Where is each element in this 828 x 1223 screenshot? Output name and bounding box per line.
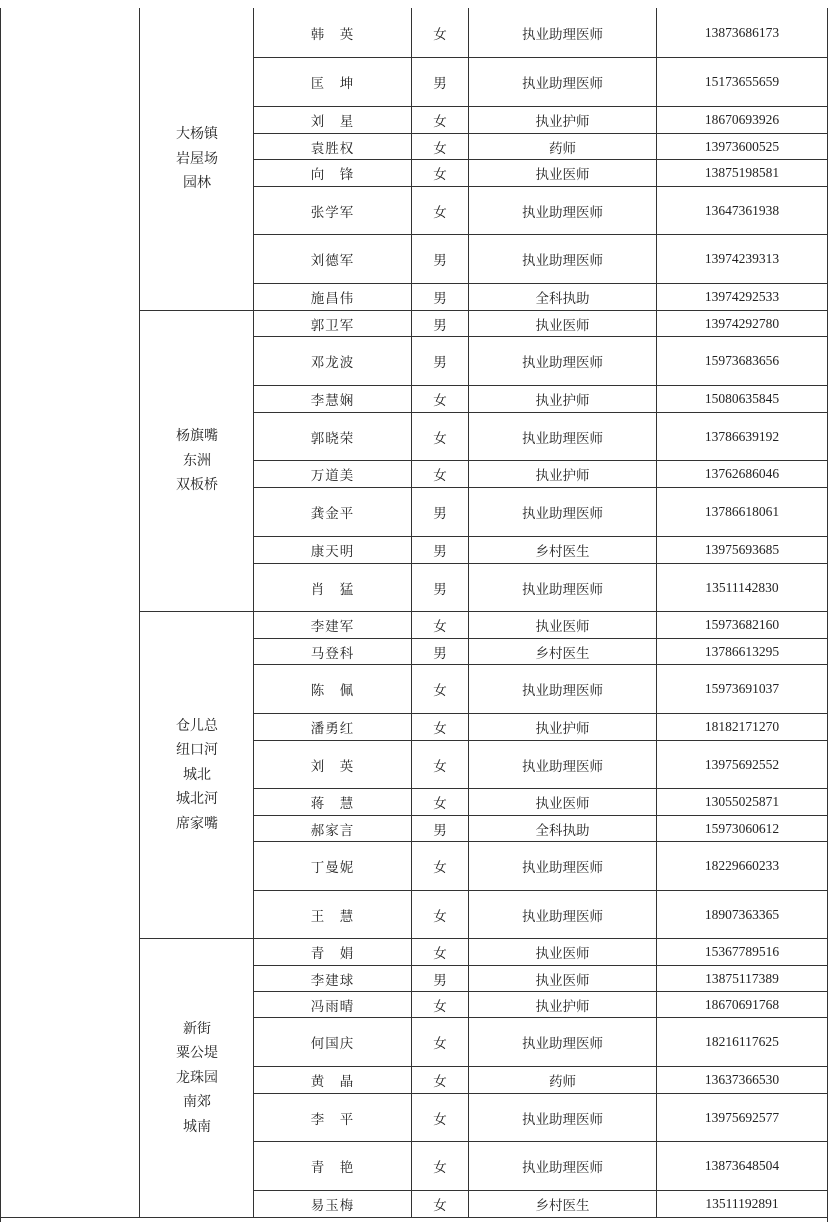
table-row bbox=[253, 159, 827, 186]
area-group bbox=[139, 8, 828, 310]
table-row bbox=[253, 1066, 827, 1093]
qualification-cell: 执业助理医师 bbox=[469, 413, 657, 460]
sex-cell: 女 bbox=[412, 1191, 469, 1217]
qualification-cell: 执业助理医师 bbox=[469, 665, 657, 713]
sex-cell: 女 bbox=[412, 714, 469, 740]
phone-cell: 13511192891 bbox=[705, 1196, 779, 1211]
name-cell: 冯雨晴 bbox=[254, 992, 412, 1017]
area-name: 城北 bbox=[183, 766, 211, 783]
phone-cell: 18907363365 bbox=[704, 906, 780, 922]
table-row bbox=[253, 106, 827, 133]
sex-cell: 男 bbox=[412, 284, 469, 310]
table-row bbox=[253, 8, 827, 57]
name-cell: 蒋 慧 bbox=[254, 789, 412, 815]
phone-cell: 15367789516 bbox=[704, 944, 780, 959]
table-row bbox=[253, 186, 827, 234]
area-name: 粟公堤 bbox=[176, 1045, 218, 1062]
qualification-cell: 执业助理医师 bbox=[469, 488, 657, 536]
qualification-cell: 执业助理医师 bbox=[469, 741, 657, 788]
sex-cell: 女 bbox=[412, 992, 469, 1017]
qualification-cell: 执业医师 bbox=[469, 612, 657, 638]
phone-cell: 15080635845 bbox=[704, 391, 780, 406]
name-cell: 李建球 bbox=[254, 966, 412, 991]
phone-cell: 13637366530 bbox=[704, 1072, 780, 1087]
phone-cell: 18229660233 bbox=[704, 858, 780, 873]
phone-cell: 13647361938 bbox=[704, 202, 780, 218]
area-name: 双板桥 bbox=[176, 477, 218, 494]
name-cell: 王 慧 bbox=[254, 891, 412, 938]
qualification-cell: 执业护师 bbox=[469, 107, 657, 133]
table-row bbox=[253, 740, 827, 788]
phone-cell: 13786613295 bbox=[704, 643, 780, 659]
sex-cell: 男 bbox=[412, 816, 469, 841]
name-cell: 青 艳 bbox=[254, 1142, 412, 1190]
qualification-cell: 执业护师 bbox=[469, 461, 657, 487]
qualification-cell: 乡村医生 bbox=[469, 537, 657, 563]
name-cell: 马登科 bbox=[254, 639, 412, 664]
qualification-cell: 执业医师 bbox=[469, 160, 657, 186]
area-name: 仓儿总 bbox=[176, 717, 218, 734]
name-cell: 肖 猛 bbox=[254, 564, 412, 611]
table-row bbox=[253, 815, 827, 841]
sex-cell: 女 bbox=[412, 107, 469, 133]
area-cell bbox=[139, 611, 254, 938]
name-cell: 潘勇红 bbox=[254, 714, 412, 740]
qualification-cell: 执业助理医师 bbox=[469, 58, 657, 106]
table-row bbox=[253, 841, 827, 890]
table-row bbox=[253, 412, 827, 460]
area-name: 龙珠园 bbox=[176, 1069, 218, 1086]
qualification-cell: 执业护师 bbox=[469, 992, 657, 1017]
table-row bbox=[253, 385, 827, 412]
sex-cell: 男 bbox=[412, 58, 469, 106]
sex-cell: 女 bbox=[412, 891, 469, 938]
sex-cell: 女 bbox=[412, 1094, 469, 1141]
qualification-cell: 执业助理医师 bbox=[469, 1018, 657, 1066]
name-cell: 陈 佩 bbox=[254, 665, 412, 713]
table-row bbox=[253, 310, 827, 336]
table-row bbox=[253, 1017, 827, 1066]
qualification-cell: 全科执助 bbox=[469, 284, 657, 310]
phone-cell: 13055025871 bbox=[704, 794, 780, 809]
qualification-cell: 执业助理医师 bbox=[469, 1094, 657, 1141]
sex-cell: 女 bbox=[412, 461, 469, 487]
name-cell: 丁曼妮 bbox=[254, 842, 412, 890]
sex-cell: 男 bbox=[412, 966, 469, 991]
area-name: 城北河 bbox=[176, 791, 218, 808]
name-cell: 李 平 bbox=[254, 1094, 412, 1141]
sex-cell: 男 bbox=[412, 488, 469, 536]
sex-cell: 女 bbox=[412, 160, 469, 186]
name-cell: 向 锋 bbox=[254, 160, 412, 186]
phone-cell: 13511142830 bbox=[705, 579, 779, 595]
phone-cell: 13974292533 bbox=[704, 289, 780, 304]
area-cell bbox=[139, 310, 254, 611]
phone-cell: 13873686173 bbox=[704, 24, 780, 40]
sex-cell: 男 bbox=[412, 537, 469, 563]
table-row bbox=[253, 460, 827, 487]
name-cell: 邓龙波 bbox=[254, 337, 412, 385]
area-name: 南郊 bbox=[183, 1094, 211, 1111]
name-cell: 李建军 bbox=[254, 612, 412, 638]
name-cell: 万道美 bbox=[254, 461, 412, 487]
phone-cell: 15973060612 bbox=[704, 820, 780, 836]
name-cell: 匡 坤 bbox=[254, 58, 412, 106]
name-cell: 刘 英 bbox=[254, 741, 412, 788]
qualification-cell: 乡村医生 bbox=[469, 639, 657, 664]
qualification-cell: 执业助理医师 bbox=[469, 235, 657, 283]
area-name: 城南 bbox=[183, 1118, 211, 1135]
sex-cell: 女 bbox=[412, 612, 469, 638]
name-cell: 康天明 bbox=[254, 537, 412, 563]
phone-cell: 15173655659 bbox=[704, 74, 780, 89]
sex-cell: 男 bbox=[412, 311, 469, 336]
phone-cell: 13975693685 bbox=[704, 542, 780, 557]
phone-cell: 13786618061 bbox=[704, 504, 780, 519]
table-row bbox=[253, 1093, 827, 1141]
name-cell: 张学军 bbox=[254, 187, 412, 234]
sex-cell: 女 bbox=[412, 842, 469, 890]
name-cell: 黄 晶 bbox=[254, 1067, 412, 1093]
phone-cell: 13975692552 bbox=[704, 756, 780, 772]
area-name: 东洲 bbox=[183, 452, 211, 469]
table-row bbox=[253, 536, 827, 563]
name-cell: 刘 星 bbox=[254, 107, 412, 133]
qualification-cell: 乡村医生 bbox=[469, 1191, 657, 1217]
phone-cell: 13973600525 bbox=[704, 138, 780, 154]
area-group bbox=[139, 611, 828, 938]
sex-cell: 女 bbox=[412, 1067, 469, 1093]
area-name: 杨旗嘴 bbox=[176, 428, 218, 445]
table-row bbox=[253, 788, 827, 815]
name-cell: 刘德军 bbox=[254, 235, 412, 283]
qualification-cell: 执业护师 bbox=[469, 386, 657, 412]
table-row bbox=[253, 991, 827, 1017]
table-bottom-border bbox=[0, 1217, 828, 1218]
name-cell: 郭晓荣 bbox=[254, 413, 412, 460]
phone-cell: 18216117625 bbox=[705, 1034, 779, 1049]
table-row bbox=[253, 133, 827, 159]
qualification-cell: 执业助理医师 bbox=[469, 1142, 657, 1190]
phone-cell: 18670693926 bbox=[704, 112, 780, 127]
area-name: 大杨镇 bbox=[176, 126, 218, 143]
table-row bbox=[253, 664, 827, 713]
sex-cell: 女 bbox=[412, 134, 469, 159]
qualification-cell: 执业助理医师 bbox=[469, 842, 657, 890]
table-row bbox=[253, 336, 827, 385]
phone-cell: 13875198581 bbox=[704, 165, 780, 180]
area-name: 岩屋场 bbox=[176, 150, 218, 167]
qualification-cell: 执业医师 bbox=[469, 939, 657, 965]
table-row bbox=[253, 1190, 827, 1217]
name-cell: 施昌伟 bbox=[254, 284, 412, 310]
name-cell: 郝家言 bbox=[254, 816, 412, 841]
sex-cell: 女 bbox=[412, 939, 469, 965]
table-row bbox=[253, 487, 827, 536]
phone-cell: 13786639192 bbox=[704, 428, 780, 444]
sex-cell: 女 bbox=[412, 413, 469, 460]
phone-cell: 13762686046 bbox=[704, 466, 780, 481]
qualification-cell: 执业助理医师 bbox=[469, 564, 657, 611]
area-name: 席家嘴 bbox=[176, 815, 218, 832]
name-cell: 青 娟 bbox=[254, 939, 412, 965]
table-row bbox=[253, 563, 827, 611]
table-row bbox=[253, 890, 827, 938]
table-row bbox=[253, 938, 827, 965]
area-group bbox=[139, 938, 828, 1217]
qualification-cell: 药师 bbox=[469, 1067, 657, 1093]
sex-cell: 女 bbox=[412, 8, 469, 57]
sex-cell: 女 bbox=[412, 789, 469, 815]
sex-cell: 女 bbox=[412, 1142, 469, 1190]
qualification-cell: 执业护师 bbox=[469, 714, 657, 740]
qualification-cell: 执业助理医师 bbox=[469, 891, 657, 938]
table-row bbox=[253, 1141, 827, 1190]
qualification-cell: 执业助理医师 bbox=[469, 187, 657, 234]
area-name: 新街 bbox=[183, 1020, 211, 1037]
sex-cell: 女 bbox=[412, 741, 469, 788]
qualification-cell: 执业医师 bbox=[469, 789, 657, 815]
name-cell: 易玉梅 bbox=[254, 1191, 412, 1217]
phone-cell: 13873648504 bbox=[704, 1158, 780, 1173]
qualification-cell: 药师 bbox=[469, 134, 657, 159]
sex-cell: 女 bbox=[412, 386, 469, 412]
sex-cell: 男 bbox=[412, 639, 469, 664]
name-cell: 袁胜权 bbox=[254, 134, 412, 159]
phone-cell: 13875117389 bbox=[705, 970, 779, 986]
name-cell: 韩 英 bbox=[254, 8, 412, 57]
name-cell: 李慧娴 bbox=[254, 386, 412, 412]
phone-cell: 13974292780 bbox=[704, 315, 780, 331]
phone-cell: 15973683656 bbox=[704, 353, 780, 368]
table-row bbox=[253, 713, 827, 740]
table-row bbox=[253, 57, 827, 106]
qualification-cell: 执业医师 bbox=[469, 311, 657, 336]
area-cell bbox=[139, 8, 254, 310]
phone-cell: 18670691768 bbox=[704, 996, 780, 1012]
area-cell bbox=[139, 938, 254, 1217]
name-cell: 何国庆 bbox=[254, 1018, 412, 1066]
qualification-cell: 执业医师 bbox=[469, 966, 657, 991]
sex-cell: 男 bbox=[412, 337, 469, 385]
qualification-cell: 全科执助 bbox=[469, 816, 657, 841]
phone-cell: 13975692577 bbox=[704, 1109, 780, 1125]
sex-cell: 男 bbox=[412, 235, 469, 283]
name-cell: 龚金平 bbox=[254, 488, 412, 536]
sex-cell: 女 bbox=[412, 187, 469, 234]
phone-cell: 15973691037 bbox=[704, 681, 780, 696]
sex-cell: 女 bbox=[412, 665, 469, 713]
phone-cell: 18182171270 bbox=[704, 719, 780, 734]
area-name: 纽口河 bbox=[176, 742, 218, 759]
phone-cell: 13974239313 bbox=[704, 251, 780, 266]
sex-cell: 男 bbox=[412, 564, 469, 611]
area-group bbox=[139, 310, 828, 611]
table-row bbox=[253, 234, 827, 283]
sex-cell: 女 bbox=[412, 1018, 469, 1066]
table-row bbox=[253, 283, 827, 310]
qualification-cell: 执业助理医师 bbox=[469, 8, 657, 57]
qualification-cell: 执业助理医师 bbox=[469, 337, 657, 385]
area-name: 园林 bbox=[183, 175, 211, 192]
phone-cell: 15973682160 bbox=[704, 617, 780, 632]
name-cell: 郭卫军 bbox=[254, 311, 412, 336]
table-row bbox=[253, 965, 827, 991]
table-left-border bbox=[0, 8, 1, 1222]
table-row bbox=[253, 611, 827, 638]
table-row bbox=[253, 638, 827, 664]
